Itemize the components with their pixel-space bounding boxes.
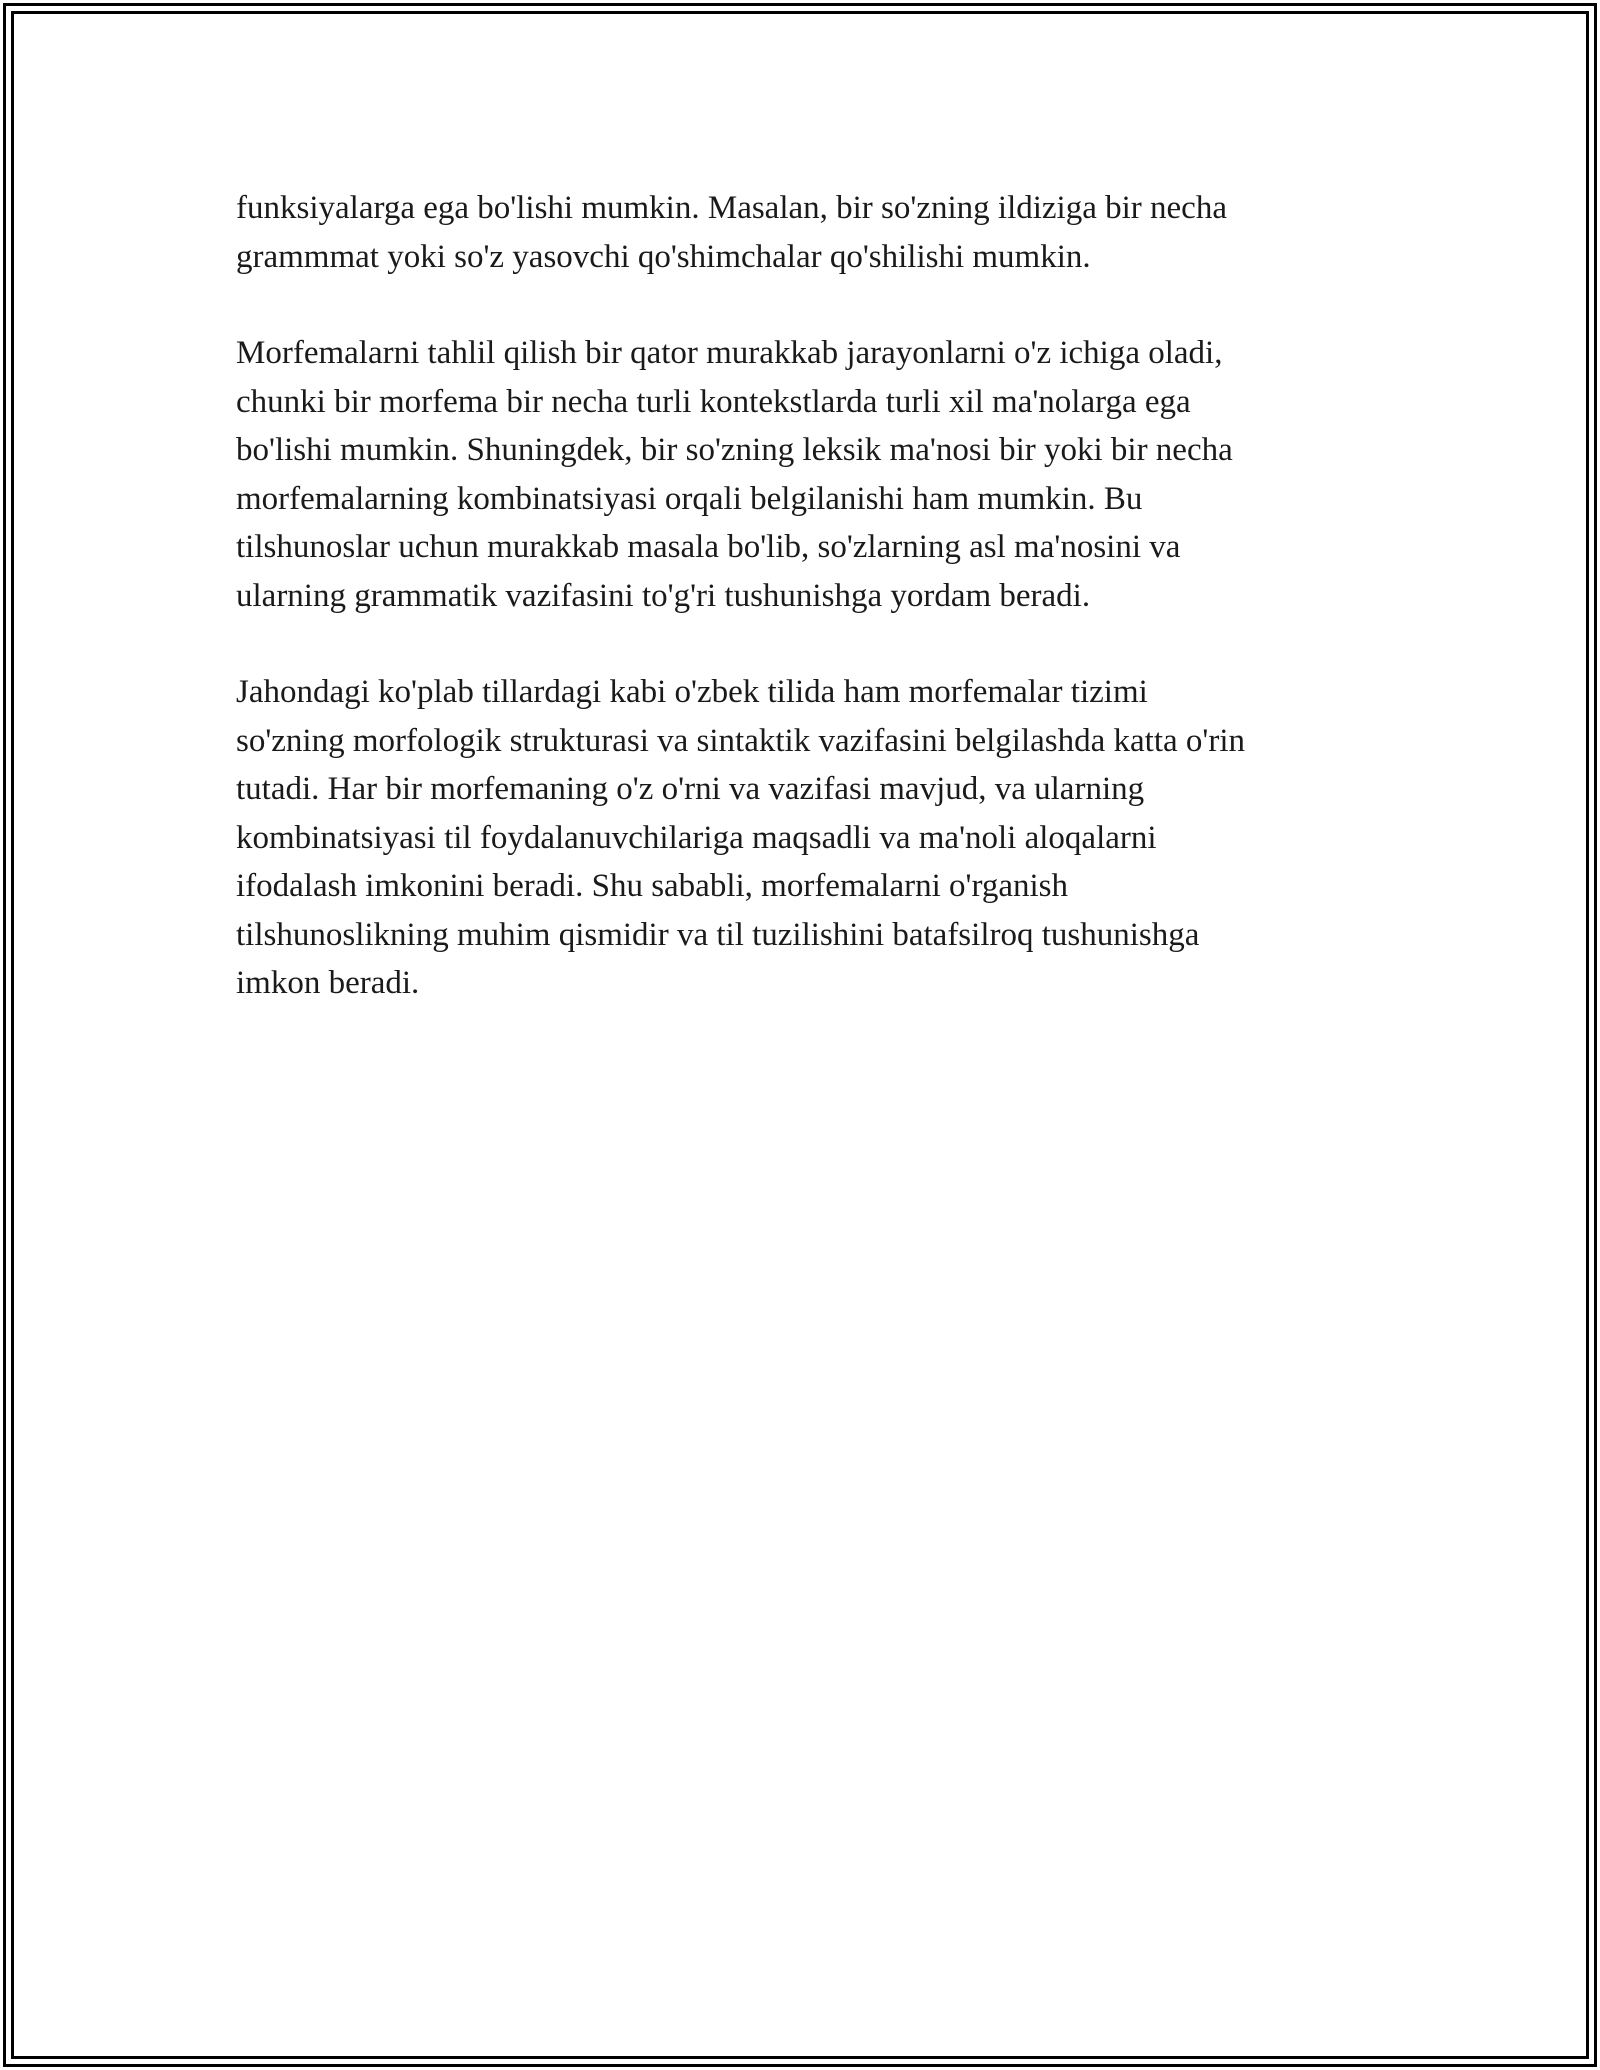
- paragraph-3: [236, 668, 1366, 1008]
- text-line: tutadi. Har bir morfemaning o'z o'rni va vazifasi mavjud, va ularning: [236, 771, 1145, 807]
- text-line: tilshunoslikning muhim qismidir va til tuzilishini batafsilroq tushunishga: [236, 916, 1200, 953]
- text-line: grammmat yoki so'z yasovchi qo'shimchalar qo'shilishi mumkin.: [236, 238, 1091, 275]
- text-line: funksiyalarga ega bo'lishi mumkin. Masalan, bir so'zning ildiziga bir necha: [236, 190, 1227, 226]
- text-line: bo'lishi mumkin. Shuningdek, bir so'zning leksik ma'nosi bir yoki bir necha: [236, 432, 1233, 468]
- text-line: tilshunoslar uchun murakkab masala bo'lib, so'zlarning asl ma'nosini va: [236, 529, 1181, 565]
- text-line: chunki bir morfema bir necha turli kontekstlarda turli xil ma'nolarga ega: [236, 383, 1191, 420]
- paragraph-1: [236, 184, 1366, 281]
- text-line: kombinatsiyasi til foydalanuvchilariga maqsadli va ma'noli aloqalarni: [236, 819, 1157, 856]
- document-body: [236, 184, 1366, 1056]
- paragraph-2: [236, 329, 1366, 620]
- text-line: ularning grammatik vazifasini to'g'ri tushunishga yordam beradi.: [236, 577, 1091, 614]
- text-line: morfemalarning kombinatsiyasi orqali belgilanishi ham mumkin. Bu: [236, 480, 1143, 517]
- text-line: Morfemalarni tahlil qilish bir qator murakkab jarayonlarni o'z ichiga oladi,: [236, 335, 1223, 371]
- text-line: so'zning morfologik strukturasi va sintaktik vazifasini belgilashda katta o'rin: [236, 722, 1246, 759]
- text-line: Jahondagi ko'plab tillardagi kabi o'zbek tilida ham morfemalar tizimi: [236, 674, 1148, 710]
- text-line: imkon beradi.: [236, 965, 420, 1001]
- text-line: ifodalash imkonini beradi. Shu sababli, morfemalarni o'rganish: [236, 868, 1068, 904]
